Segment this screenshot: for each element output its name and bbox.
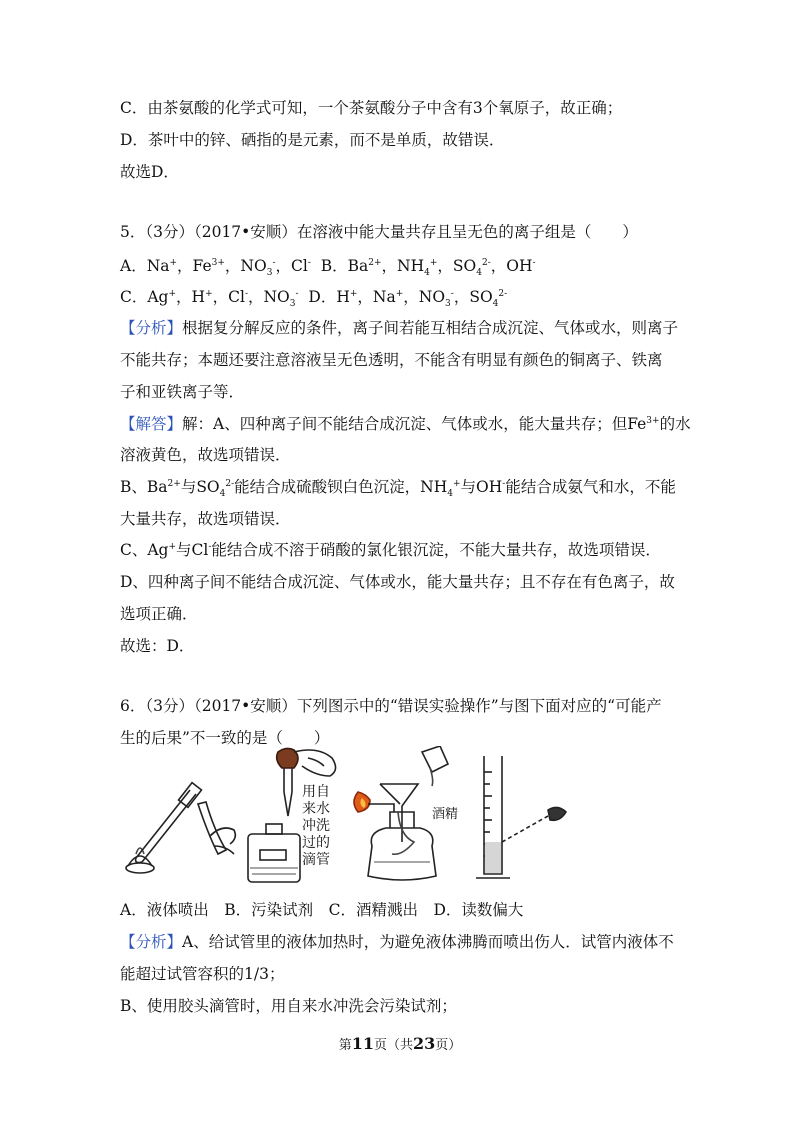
text-line: D、四种离子间不能结合成沉淀、气体或水，能大量共存；且不存在有色离子，故 xyxy=(120,573,675,591)
analysis-tag: 【分析】 xyxy=(120,319,183,337)
q5-options-cd: C．Ag+，H+，Cl-，$NO_3^-$ D．H+，Na+，$NO_3^-$，$SO_4^{2-}$ xyxy=(120,288,508,310)
answer-tag: 【解答】 xyxy=(120,415,183,433)
text-line: 生的后果”不一致的是（ ） xyxy=(120,729,330,747)
question-6-title: 6．（3分）（2017•安顺）下列图示中的“错误实验操作”与图下面对应的“可能产 xyxy=(120,697,662,715)
question-5-title: 5．（3分）（2017•安顺）在溶液中能大量共存且呈无色的离子组是（ ） xyxy=(120,223,638,241)
q6-analysis: 【分析】A、给试管里的液体加热时，为避免液体沸腾而喷出伤人．试管内液体不 xyxy=(120,933,674,951)
lab-operations-figure xyxy=(118,746,570,886)
text-line: B、$Ba^{2+}$与$SO_4^{2-}$能结合成硫酸钡白色沉淀，$NH_4^+$与OH-能结合成氨气和水，不能 xyxy=(120,478,676,500)
page-footer: 第11页（共23页） xyxy=(338,1034,462,1053)
page-total: 23 xyxy=(413,1034,436,1053)
heating-test-tube-illustration xyxy=(126,783,235,873)
q6-options: A．液体喷出 B．污染试剂 C．酒精溅出 D．读数偏大 xyxy=(120,901,524,919)
text-line: 能超过试管容积的1/3； xyxy=(120,965,285,983)
q5-options-ab: A．Na+，$Fe^{3+}$，$NO_3^-$，Cl- B．$Ba^{2+}$，$NH_4^+$，$SO_4^{2-}$，OH- xyxy=(120,257,536,279)
text-line: 故选D． xyxy=(120,163,179,181)
q5-answer: 【解答】解：A、四种离子间不能结合成沉淀、气体或水，能大量共存；但$Fe^{3+}$的水 xyxy=(120,415,691,433)
text-line: C．由茶氨酸的化学式可知，一个茶氨酸分子中含有3个氧原子，故正确； xyxy=(120,99,623,117)
text-line: 大量共存，故选项错误． xyxy=(120,510,291,528)
alcohol-caption: 酒精 xyxy=(432,807,459,822)
dropper-caption: 用自来水冲洗过的滴管 xyxy=(302,784,330,868)
q5-analysis: 【分析】根据复分解反应的条件，离子间若能互相结合成沉淀、气体或水，则离子 xyxy=(120,319,679,337)
page-number: 11 xyxy=(351,1034,374,1053)
text-line: D．茶叶中的锌、硒指的是元素，而不是单质，故错误． xyxy=(120,131,505,149)
text-line: B、使用胶头滴管时，用自来水冲洗会污染试剂； xyxy=(120,997,457,1015)
text-line: C、Ag+与Cl-能结合成不溶于硝酸的氯化银沉淀，不能大量共存，故选项错误． xyxy=(120,541,661,559)
text-line: 子和亚铁离子等． xyxy=(120,383,245,401)
text-line: 不能共存；本题还要注意溶液呈无色透明，不能含有明显有颜色的铜离子、铁离 xyxy=(120,351,663,369)
graduated-cylinder-illustration xyxy=(476,756,566,878)
analysis-tag: 【分析】 xyxy=(120,933,183,951)
text-line: 选项正确． xyxy=(120,605,198,623)
text-line: 故选：D． xyxy=(120,637,195,655)
text-line: 溶液黄色，故选项错误． xyxy=(120,446,291,464)
